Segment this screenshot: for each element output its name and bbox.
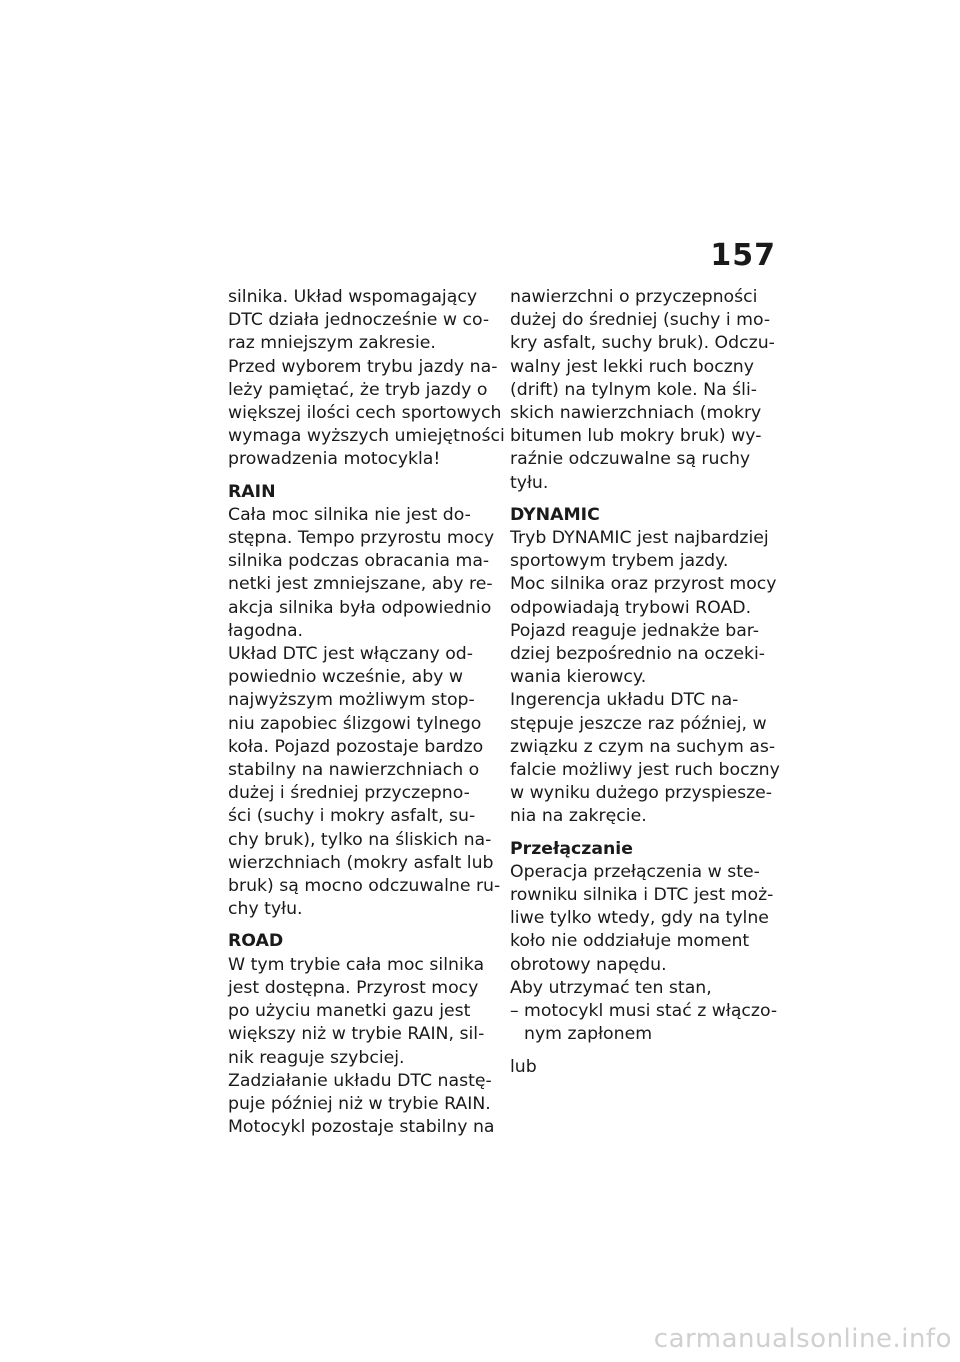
right-column [510,286,780,1079]
text-line: związku z czym na suchym as- [510,736,776,757]
text-line: Cała moc silnika nie jest do- [228,504,471,525]
page-number: 157 [710,238,776,273]
text-line: stabilny na nawierzchniach o [228,760,480,781]
rain-heading: RAIN [228,481,276,502]
rain-paragraph [228,504,501,922]
text-line: tyłu. [510,472,549,493]
text-line: powiednio wcześnie, aby w [228,667,464,688]
text-line: nia na zakręcie. [510,806,647,827]
switching-paragraph [510,861,780,1000]
text-line: bitumen lub mokry bruk) wy- [510,426,762,447]
text-line: większy niż w trybie RAIN, sil- [228,1024,485,1045]
text-line: dużej do średniej (suchy i mo- [510,310,771,331]
text-line: DTC działa jednocześnie w co- [228,310,490,331]
continuation-paragraph [510,286,780,495]
text-line: większej ilości cech sportowych [228,403,502,424]
text-line: skich nawierzchniach (mokry [510,403,762,424]
intro-paragraph [228,286,505,472]
text-line: Moc silnika oraz przyrost mocy [510,574,777,595]
text-line: wymaga wyższych umiejętności [228,426,505,447]
text-line: Ingerencja układu DTC na- [510,690,739,711]
left-column [228,286,505,1139]
text-line: stępuje jeszcze raz później, w [510,713,767,734]
text-line: liwe tylko wtedy, gdy na tylne [510,908,769,929]
text-line: W tym trybie cała moc silnika [228,954,485,975]
text-line: puje później niż w trybie RAIN. [228,1093,491,1114]
condition-list-item [510,1000,780,1046]
text-line: akcja silnika była odpowiednio [228,597,492,618]
text-line: Tryb DYNAMIC jest najbardziej [510,528,769,549]
text-line: niu zapobiec ślizgowi tylnego [228,713,482,734]
dynamic-paragraph [510,527,780,829]
text-line: kry asfalt, suchy bruk). Odczu- [510,333,775,354]
text-line: po użyciu manetki gazu jest [228,1001,471,1022]
text-line: stępna. Tempo przyrostu mocy [228,528,495,549]
dynamic-heading: DYNAMIC [510,504,600,525]
text-line: ści (suchy i mokry asfalt, su- [228,806,476,827]
text-line: obrotowy napędu. [510,954,667,975]
text-line: Przed wyborem trybu jazdy na- [228,356,498,377]
text-line: nawierzchni o przyczepności [510,287,758,307]
text-line: Operacja przełączenia w ste- [510,861,760,882]
list-item-text: nym zapłonem [524,1024,653,1045]
text-line: sportowym trybem jazdy. [510,551,729,572]
text-line: (drift) na tylnym kole. Na śli- [510,379,757,400]
text-line: prowadzenia motocykla! [228,449,441,470]
text-line: Motocykl pozostaje stabilny na [228,1117,495,1138]
text-line: bruk) są mocno odczuwalne ru- [228,876,501,897]
text-line: walny jest lekki ruch boczny [510,356,754,377]
text-line: w wyniku dużego przyspiesze- [510,783,773,804]
text-line: silnika podczas obracania ma- [228,551,490,572]
watermark-logo: carmanualsonline.info [653,1324,952,1354]
text-line: Zadziałanie układu DTC nastę- [228,1070,492,1091]
text-line: koła. Pojazd pozostaje bardzo [228,736,484,757]
text-line: leży pamiętać, że tryb jazdy o [228,379,488,400]
text-line: jest dostępna. Przyrost mocy [228,977,479,998]
text-line: raźnie odczuwalne są ruchy [510,449,751,470]
road-heading: ROAD [228,931,284,952]
text-line: Aby utrzymać ten stan, [510,977,712,998]
text-line: chy tyłu. [228,899,303,920]
text-line: łagodna. [228,620,304,641]
text-line: silnika. Układ wspomagający [228,287,478,307]
text-line: netki jest zmniejszane, aby re- [228,574,493,595]
road-paragraph [228,954,498,1140]
text-line: odpowiadają trybowi ROAD. [510,597,752,618]
text-line: dużej i średniej przyczepno- [228,783,470,804]
text-line: chy bruk), tylko na śliskich na- [228,829,492,850]
text-line: rowniku silnika i DTC jest moż- [510,885,774,906]
switching-heading: Przełączanie [510,838,633,859]
text-line: najwyższym możliwym stop- [228,690,475,711]
text-line: dziej bezpośrednio na oczeki- [510,644,765,665]
text-line: wierzchniach (mokry asfalt lub [228,852,494,873]
bullet-dash: – [510,1001,519,1022]
text-line: Układ DTC jest włączany od- [228,644,473,665]
text-line: raz mniejszym zakresie. [228,333,436,354]
text-line: nik reaguje szybciej. [228,1047,405,1068]
list-item-text: motocykl musi stać z włączo- [524,1001,778,1022]
text-line: falcie możliwy jest ruch boczny [510,760,780,781]
or-text: lub [510,1056,537,1077]
text-line: koło nie oddziałuje moment [510,931,750,952]
text-line: Pojazd reaguje jednakże bar- [510,620,760,641]
text-line: wania kierowcy. [510,667,647,688]
